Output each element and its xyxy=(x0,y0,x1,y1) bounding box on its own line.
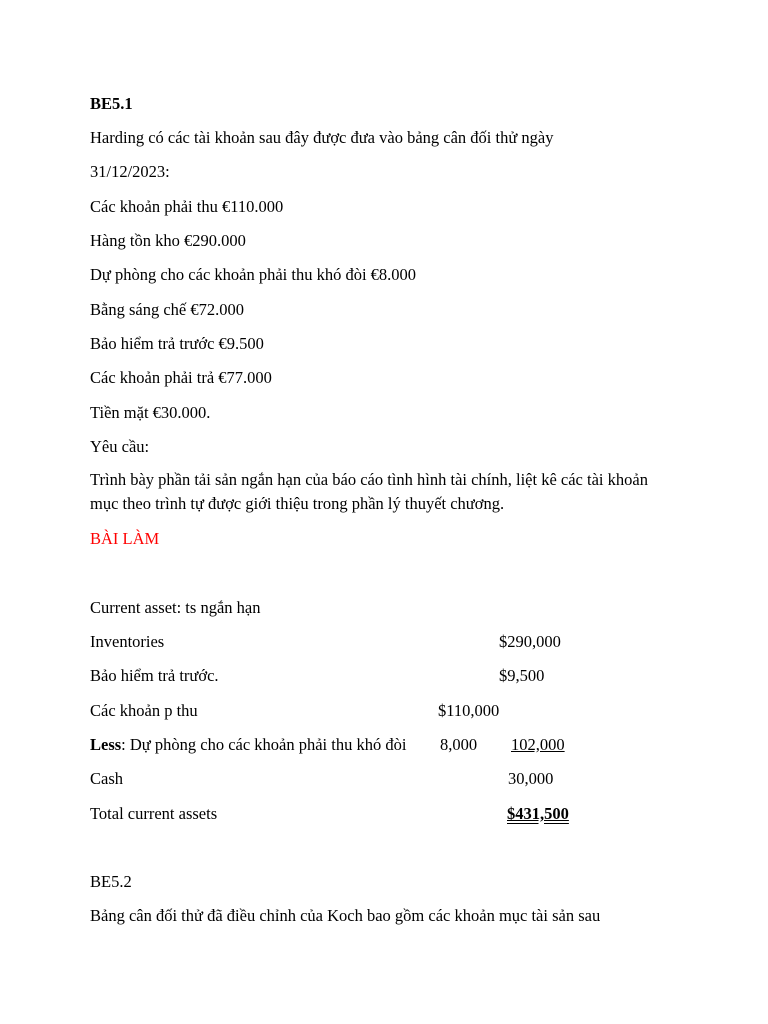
allowance-amount: 8,000 xyxy=(440,735,478,754)
inventories-amount: $290,000 xyxy=(499,632,561,651)
be51-heading: BE5.1 xyxy=(90,94,133,113)
total-label: Total current assets xyxy=(90,804,218,823)
account-item: Tiền mặt €30.000. xyxy=(90,403,211,422)
prepaid-amount: $9,500 xyxy=(499,666,545,685)
allowance-line xyxy=(90,735,406,755)
account-item: Hàng tồn kho €290.000 xyxy=(90,231,246,250)
current-asset-label: Current asset: ts ngắn hạn xyxy=(90,598,261,617)
net-receivables-amount: 102,000 xyxy=(511,735,565,754)
be51-intro-line2: 31/12/2023: xyxy=(90,162,170,181)
receivables-label: Các khoản p thu xyxy=(90,701,198,720)
account-item: Bằng sáng chế €72.000 xyxy=(90,300,244,319)
prepaid-label: Bảo hiểm trả trước. xyxy=(90,666,219,685)
be51-intro-line1: Harding có các tài khoản sau đây được đưa vào bảng cân đối thử ngày xyxy=(90,128,554,147)
less-word: Less xyxy=(90,735,122,754)
inventories-label: Inventories xyxy=(90,632,165,651)
account-item: Các khoản phải thu €110.000 xyxy=(90,197,284,216)
account-item: Các khoản phải trả €77.000 xyxy=(90,368,272,387)
account-item: Dự phòng cho các khoản phải thu khó đòi €8.000 xyxy=(90,265,417,284)
account-item: Bảo hiểm trả trước €9.500 xyxy=(90,334,264,353)
total-amount: $431,500 xyxy=(507,804,569,823)
cash-label: Cash xyxy=(90,769,123,788)
requirement-label: Yêu cầu: xyxy=(90,437,150,456)
be52-intro: Bảng cân đối thử đã điều chỉnh của Koch bao gồm các khoản mục tài sản sau xyxy=(90,906,601,925)
be52-heading: BE5.2 xyxy=(90,872,132,891)
allowance-label: : Dự phòng cho các khoản phải thu khó đòi xyxy=(121,735,407,754)
requirement-text: Trình bày phần tải sản ngắn hạn của báo cáo tình hình tài chính, liệt kê các tài khoản mục theo trình tự được giới thiệu trong phần lý thuyết chương. xyxy=(90,470,648,513)
cash-amount: 30,000 xyxy=(508,769,554,788)
answer-heading: BÀI LÀM xyxy=(90,529,160,548)
receivables-amount: $110,000 xyxy=(438,701,500,720)
